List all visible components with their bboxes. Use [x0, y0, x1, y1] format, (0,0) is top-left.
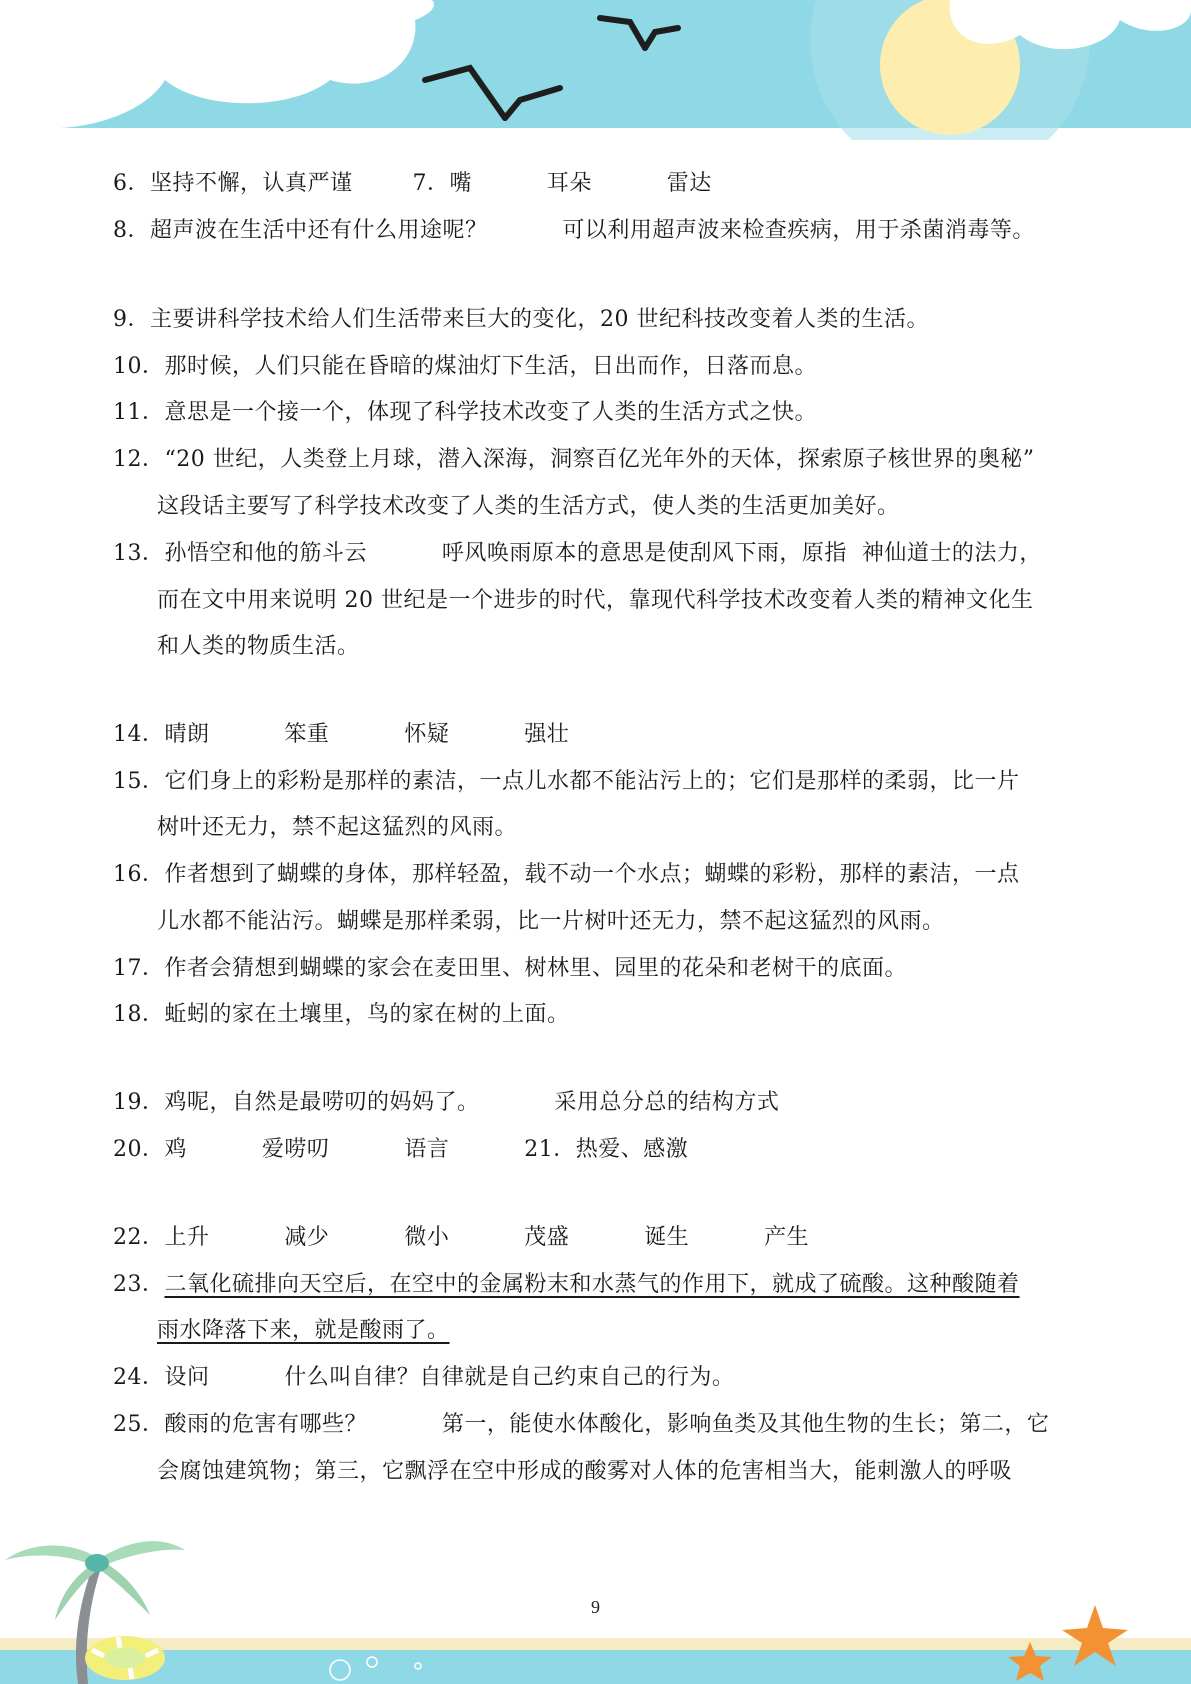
- header-decoration: [0, 0, 1191, 140]
- answer-line: [157, 1316, 450, 1346]
- answer-line: 10．那时候，人们只能在昏暗的煤油灯下生活，日出而作，日落而息。: [113, 354, 817, 379]
- swim-ring-icon: [85, 1636, 165, 1680]
- answer-line: 14．晴朗 笨重 怀疑 强壮: [113, 722, 570, 747]
- answer-line: 17．作者会猜想到蝴蝶的家会在麦田里、树林里、园里的花朵和老树干的底面。: [113, 956, 907, 981]
- answer-line: 6．坚持不懈，认真严谨 7．嘴 耳朵 雷达: [113, 171, 712, 196]
- answer-line: 会腐蚀建筑物；第三，它飘浮在空中形成的酸雾对人体的危害相当大，能刺激人的呼吸: [157, 1459, 1013, 1484]
- answer-line: 儿水都不能沾污。蝴蝶是那样柔弱，比一片树叶还无力，禁不起这猛烈的风雨。: [157, 909, 945, 934]
- answer-line: 11．意思是一个接一个，体现了科学技术改变了人类的生活方式之快。: [113, 400, 817, 425]
- underlined-answer: 雨水降落下来，就是酸雨了。: [157, 1318, 450, 1343]
- answer-line: [113, 1270, 1020, 1300]
- answer-line: 而在文中用来说明 20 世纪是一个进步的时代，靠现代科学技术改变着人类的精神文化生: [157, 588, 1034, 613]
- answer-line: 24．设问 什么叫自律？自律就是自己约束自己的行为。: [113, 1365, 735, 1390]
- answer-line: 13．孙悟空和他的筋斗云 呼风唤雨原本的意思是使刮风下雨，原指 神仙道士的法力，: [113, 541, 1042, 566]
- sand-band: [0, 1638, 1191, 1650]
- answer-line: 和人类的物质生活。: [157, 634, 360, 659]
- answer-line: 19．鸡呢，自然是最唠叨的妈妈了。 采用总分总的结构方式: [113, 1090, 780, 1115]
- answer-line: 18．蚯蚓的家在土壤里，鸟的家在树的上面。: [113, 1002, 570, 1027]
- answer-line: 22．上升 减少 微小 茂盛 诞生 产生: [113, 1225, 810, 1250]
- sea-band: [0, 1650, 1191, 1684]
- answer-line: 9．主要讲科学技术给人们生活带来巨大的变化，20 世纪科技改变着人类的生活。: [113, 307, 929, 332]
- answer-line: 20．鸡 爱唠叨 语言 21．热爱、感激: [113, 1137, 689, 1162]
- underlined-answer: 二氧化硫排向天空后，在空中的金属粉末和水蒸气的作用下，就成了硫酸。这种酸随着: [164, 1272, 1020, 1297]
- answer-line: 25．酸雨的危害有哪些？ 第一，能使水体酸化，影响鱼类及其他生物的生长；第二，它: [113, 1412, 1050, 1437]
- answer-line: 树叶还无力，禁不起这猛烈的风雨。: [157, 815, 518, 840]
- item-number: 23．: [113, 1272, 165, 1297]
- page-number: 9: [591, 1597, 600, 1617]
- answer-line: 这段话主要写了科学技术改变了人类的生活方式，使人类的生活更加美好。: [157, 494, 900, 519]
- answer-line: 12．“20 世纪，人类登上月球，潜入深海，洞察百亿光年外的天体，探索原子核世界的奥秘”: [113, 447, 1035, 472]
- answer-line: 16．作者想到了蝴蝶的身体，那样轻盈，载不动一个水点；蝴蝶的彩粉，那样的素洁，一点: [113, 862, 1020, 887]
- answer-line: 15．它们身上的彩粉是那样的素洁，一点儿水都不能沾污上的；它们是那样的柔弱，比一片: [113, 769, 1020, 794]
- answer-line: 8．超声波在生活中还有什么用途呢？ 可以利用超声波来检查疾病，用于杀菌消毒等。: [113, 218, 1035, 243]
